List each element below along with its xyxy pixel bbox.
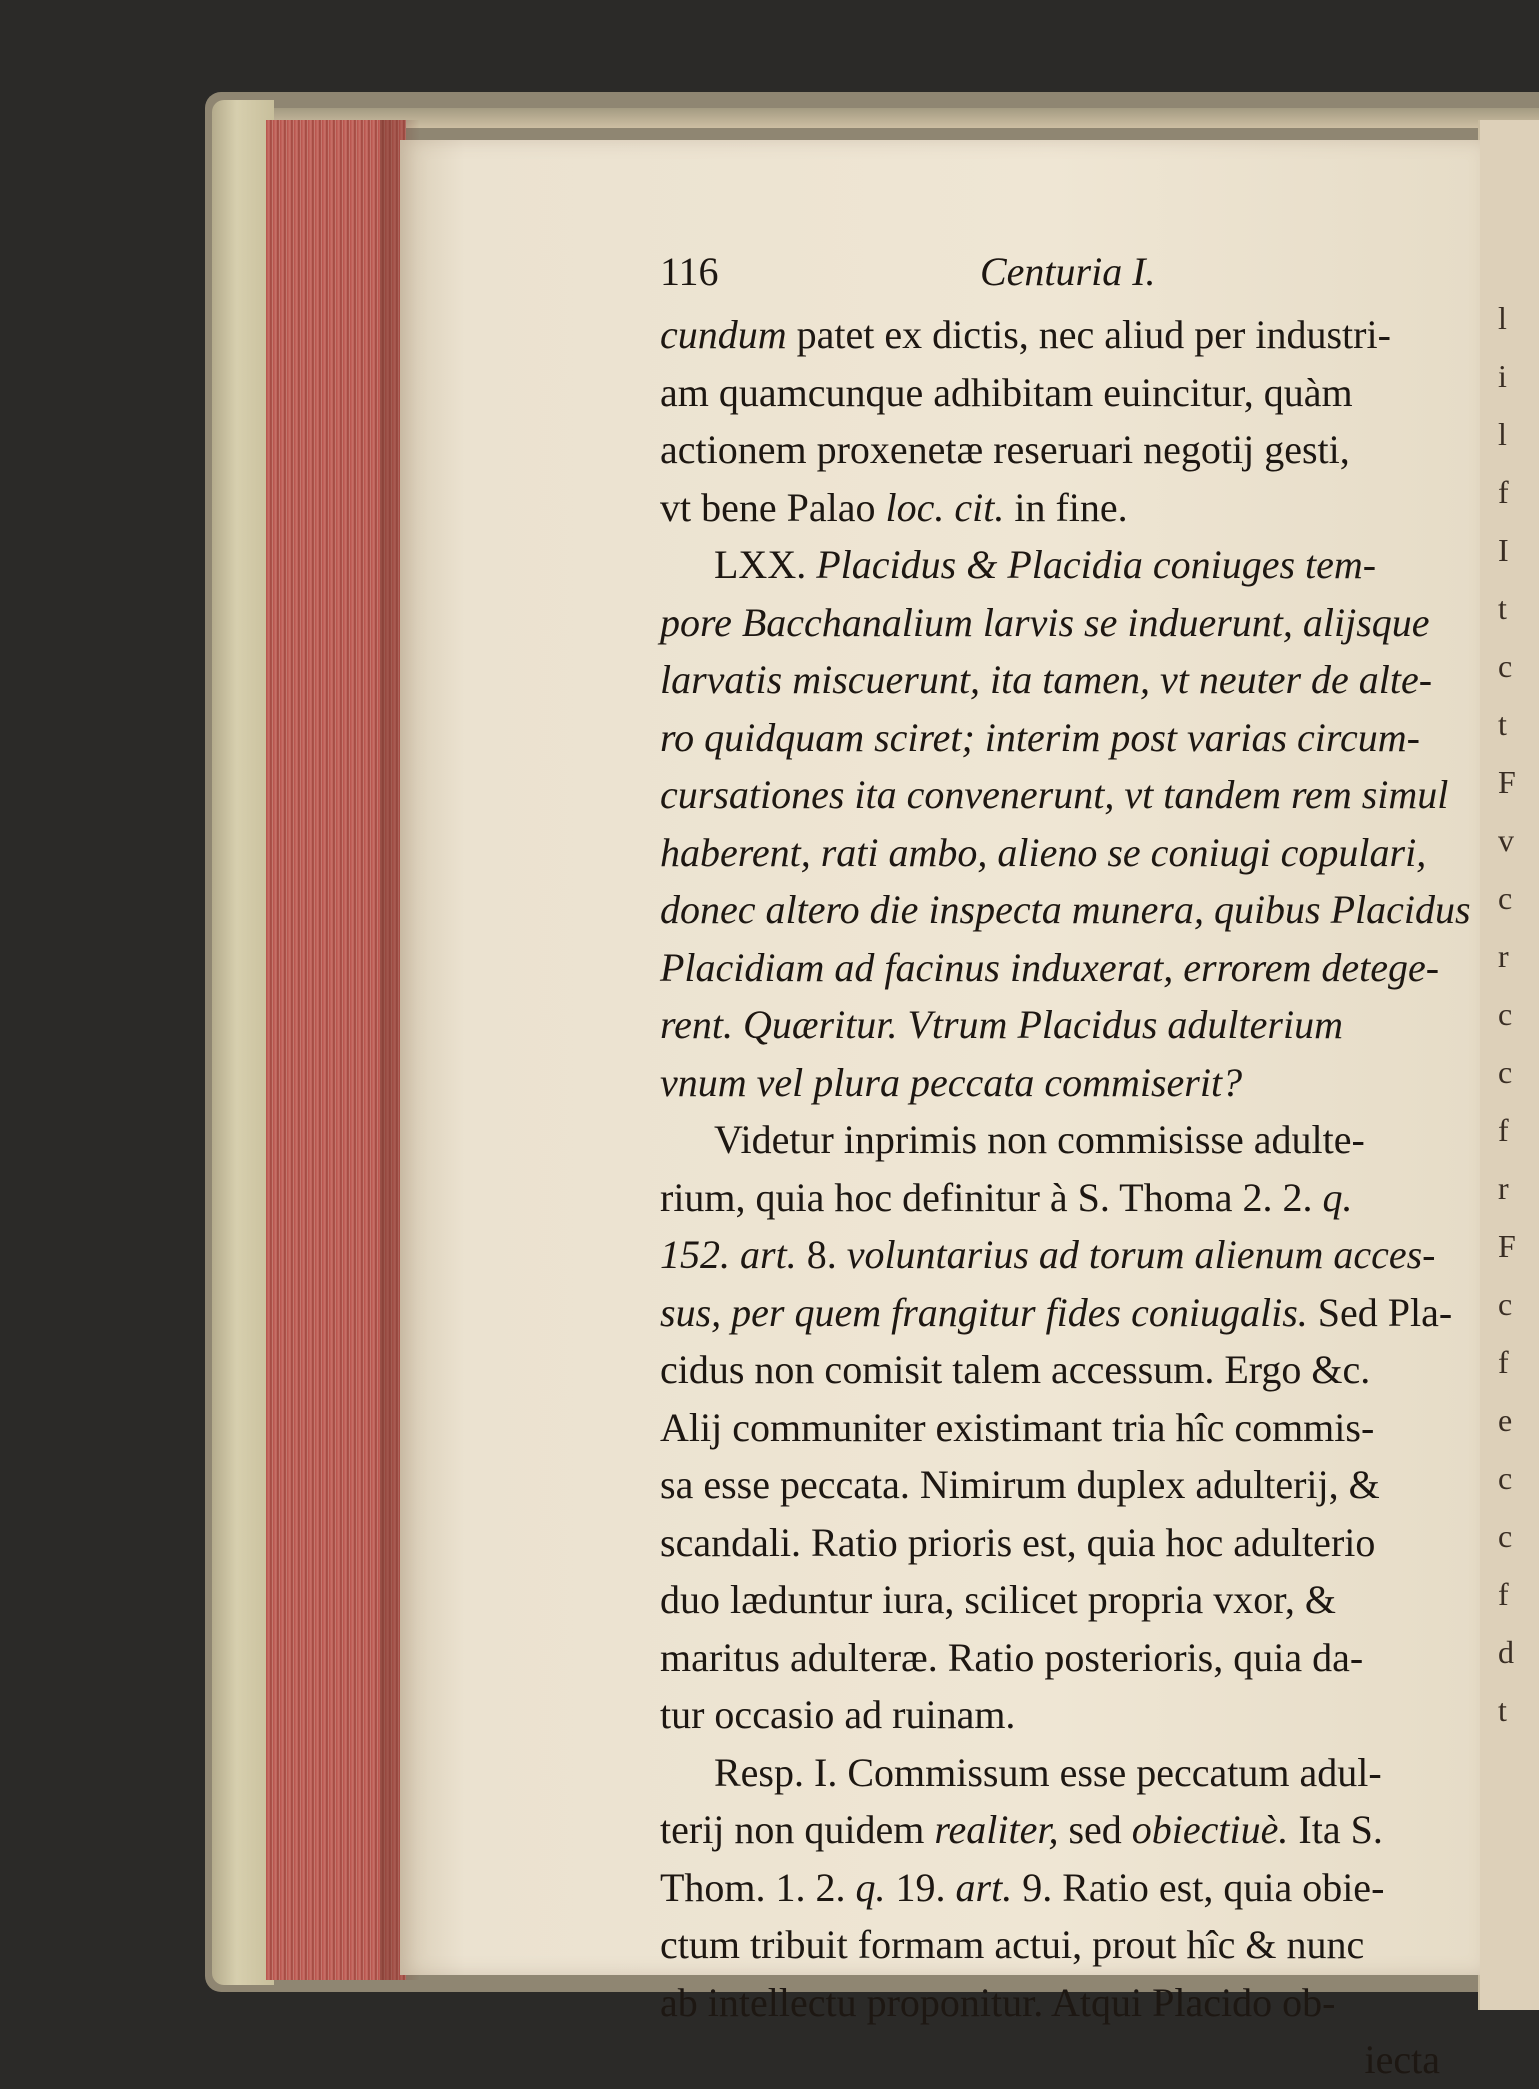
text-segment: Ita S. (1288, 1807, 1383, 1852)
text-line (660, 1169, 1440, 1227)
text-segment: Sed Pla- (1307, 1289, 1453, 1335)
text-line (660, 1801, 1440, 1859)
text-line (660, 1686, 1440, 1744)
text-line (660, 1399, 1440, 1457)
text-segment: q. (855, 1864, 886, 1910)
text-segment: sed (1058, 1807, 1132, 1852)
text-line (660, 709, 1440, 767)
text-segment: Alij communiter existimant tria hîc commis- (660, 1404, 1375, 1450)
facing-page-letter: l (1498, 300, 1507, 336)
text-line (660, 1514, 1440, 1572)
text-segment: Videtur inprimis non commisisse adulte- (714, 1117, 1365, 1162)
text-segment: 9. Ratio est, quia obie- (1012, 1864, 1385, 1910)
facing-page-letter: f (1498, 1576, 1509, 1612)
text-segment: haberent, rati ambo, alieno se coniugi copulari, (660, 829, 1427, 875)
text-line (660, 1284, 1453, 1342)
text-segment: ro quidquam sciret; interim post varias circum- (660, 714, 1420, 760)
page-text-body (660, 306, 1471, 2089)
facing-page-letter: f (1498, 1112, 1509, 1148)
facing-page-letter: t (1498, 590, 1507, 626)
text-segment: LXX. (714, 542, 817, 587)
text-segment: realiter, (934, 1807, 1059, 1852)
text-line (660, 1456, 1440, 1514)
book-top-edge (270, 108, 1539, 128)
text-line (660, 364, 1440, 422)
text-segment: vt bene Palao (660, 484, 886, 530)
text-line (660, 1859, 1440, 1917)
text-segment: art. (955, 1864, 1013, 1910)
text-segment: ctum tribuit formam actui, prout hîc & nunc (660, 1922, 1365, 1967)
text-segment: scandali. Ratio prioris est, quia hoc adulterio (660, 1519, 1376, 1565)
text-segment: Placidus & Placidia coniuges tem- (816, 542, 1377, 587)
text-line (660, 824, 1440, 882)
text-line (660, 479, 1440, 537)
text-segment: voluntarius ad torum alienum acces- (846, 1232, 1436, 1277)
text-segment: duo læduntur iura, scilicet propria vxor, & (660, 1577, 1337, 1622)
text-line (660, 1341, 1440, 1399)
text-line (660, 1974, 1440, 2032)
text-line (660, 939, 1440, 997)
running-title: Centuria I. (980, 249, 1156, 294)
text-line (660, 594, 1440, 652)
text-segment: maritus adulteræ. Ratio posterioris, quia da- (660, 1634, 1364, 1680)
text-segment: in fine. (1004, 484, 1128, 530)
facing-page-letter: F (1498, 764, 1516, 800)
text-segment: obiectiuè. (1131, 1807, 1289, 1852)
facing-page-letter: c (1498, 996, 1513, 1032)
text-line (660, 996, 1440, 1054)
text-segment: patet ex dictis, nec aliud per industri- (786, 312, 1391, 357)
text-segment: Thom. 1. 2. (660, 1864, 856, 1910)
text-segment: 8. (796, 1232, 847, 1277)
facing-page-letter: c (1498, 1054, 1513, 1090)
running-header (660, 248, 1300, 298)
text-segment: larvatis miscuerunt, ita tamen, vt neuter de alte- (660, 657, 1433, 702)
page-number: 116 (660, 249, 719, 294)
text-segment: 19. (885, 1864, 956, 1910)
facing-page-letter: f (1498, 1344, 1509, 1380)
text-line (660, 766, 1449, 824)
text-segment: donec altero die inspecta munera, quibus Placidus (660, 887, 1471, 932)
text-line (660, 1744, 1440, 1802)
text-segment: 152. art. (660, 1232, 797, 1277)
text-line (660, 1916, 1440, 1974)
text-segment: pore Bacchanalium larvis se induerunt, alijsque (660, 599, 1430, 645)
text-line (660, 1629, 1440, 1687)
text-segment: sus, per quem frangitur fides coniugalis. (660, 1289, 1308, 1335)
facing-page-letter: v (1498, 822, 1514, 858)
text-line (660, 1054, 1440, 1112)
text-line (660, 1226, 1440, 1284)
facing-page-edge (1478, 120, 1539, 2010)
facing-page-letter: c (1498, 880, 1513, 916)
text-line (660, 1111, 1440, 1169)
facing-page-letter: c (1498, 648, 1513, 684)
text-line (660, 306, 1440, 364)
text-segment: cidus non comisit talem accessum. Ergo &c. (660, 1347, 1371, 1392)
text-segment: rium, quia hoc definitur à S. Thoma 2. 2. (660, 1174, 1323, 1220)
text-line (660, 2031, 1440, 2089)
facing-page-letter: c (1498, 1286, 1513, 1322)
facing-page-letter: t (1498, 1692, 1507, 1728)
text-segment: tur occasio ad ruinam. (660, 1692, 1016, 1737)
text-segment: actionem proxenetæ reseruari negotij gesti, (660, 427, 1350, 472)
text-line (660, 421, 1440, 479)
facing-page-letter: t (1498, 706, 1507, 742)
text-segment: Resp. I. Commissum esse peccatum adul- (714, 1749, 1382, 1795)
text-segment: q. (1322, 1174, 1353, 1220)
facing-page-letter: c (1498, 1518, 1513, 1554)
text-line (660, 1571, 1440, 1629)
text-segment: ab intellectu proponitur. Atqui Placido ob- (660, 1979, 1336, 2025)
text-segment: cursationes ita convenerunt, vt tandem rem simul (660, 772, 1449, 817)
text-line (660, 536, 1440, 594)
facing-page-letter: r (1498, 1170, 1509, 1206)
text-segment: loc. cit. (885, 484, 1005, 530)
text-line (660, 651, 1440, 709)
facing-page-letter: e (1498, 1402, 1513, 1438)
text-segment: terij non quidem (660, 1807, 935, 1852)
text-segment: sa esse peccata. Nimirum duplex adulterij, & (660, 1462, 1380, 1507)
facing-page-letter: I (1498, 532, 1509, 568)
facing-page-letter: F (1498, 1228, 1516, 1264)
text-segment: iecta (1364, 2037, 1440, 2082)
facing-page-letter: c (1498, 1460, 1513, 1496)
book-cover-edge (212, 100, 274, 1985)
facing-page-letter: f (1498, 474, 1509, 510)
facing-page-letter: l (1498, 416, 1507, 452)
text-segment: vnum vel plura peccata commiserit? (660, 1059, 1243, 1105)
text-segment: rent. Quæritur. Vtrum Placidus adulterium (660, 1002, 1343, 1047)
facing-page-letter: d (1498, 1634, 1514, 1670)
facing-page-letter: i (1498, 358, 1507, 394)
text-segment: am quamcunque adhibitam euincitur, quàm (660, 369, 1353, 415)
facing-page-letter: r (1498, 938, 1509, 974)
text-segment: Placidiam ad facinus induxerat, errorem detege- (660, 944, 1440, 990)
text-line (660, 881, 1471, 939)
text-segment: cundum (660, 312, 787, 357)
